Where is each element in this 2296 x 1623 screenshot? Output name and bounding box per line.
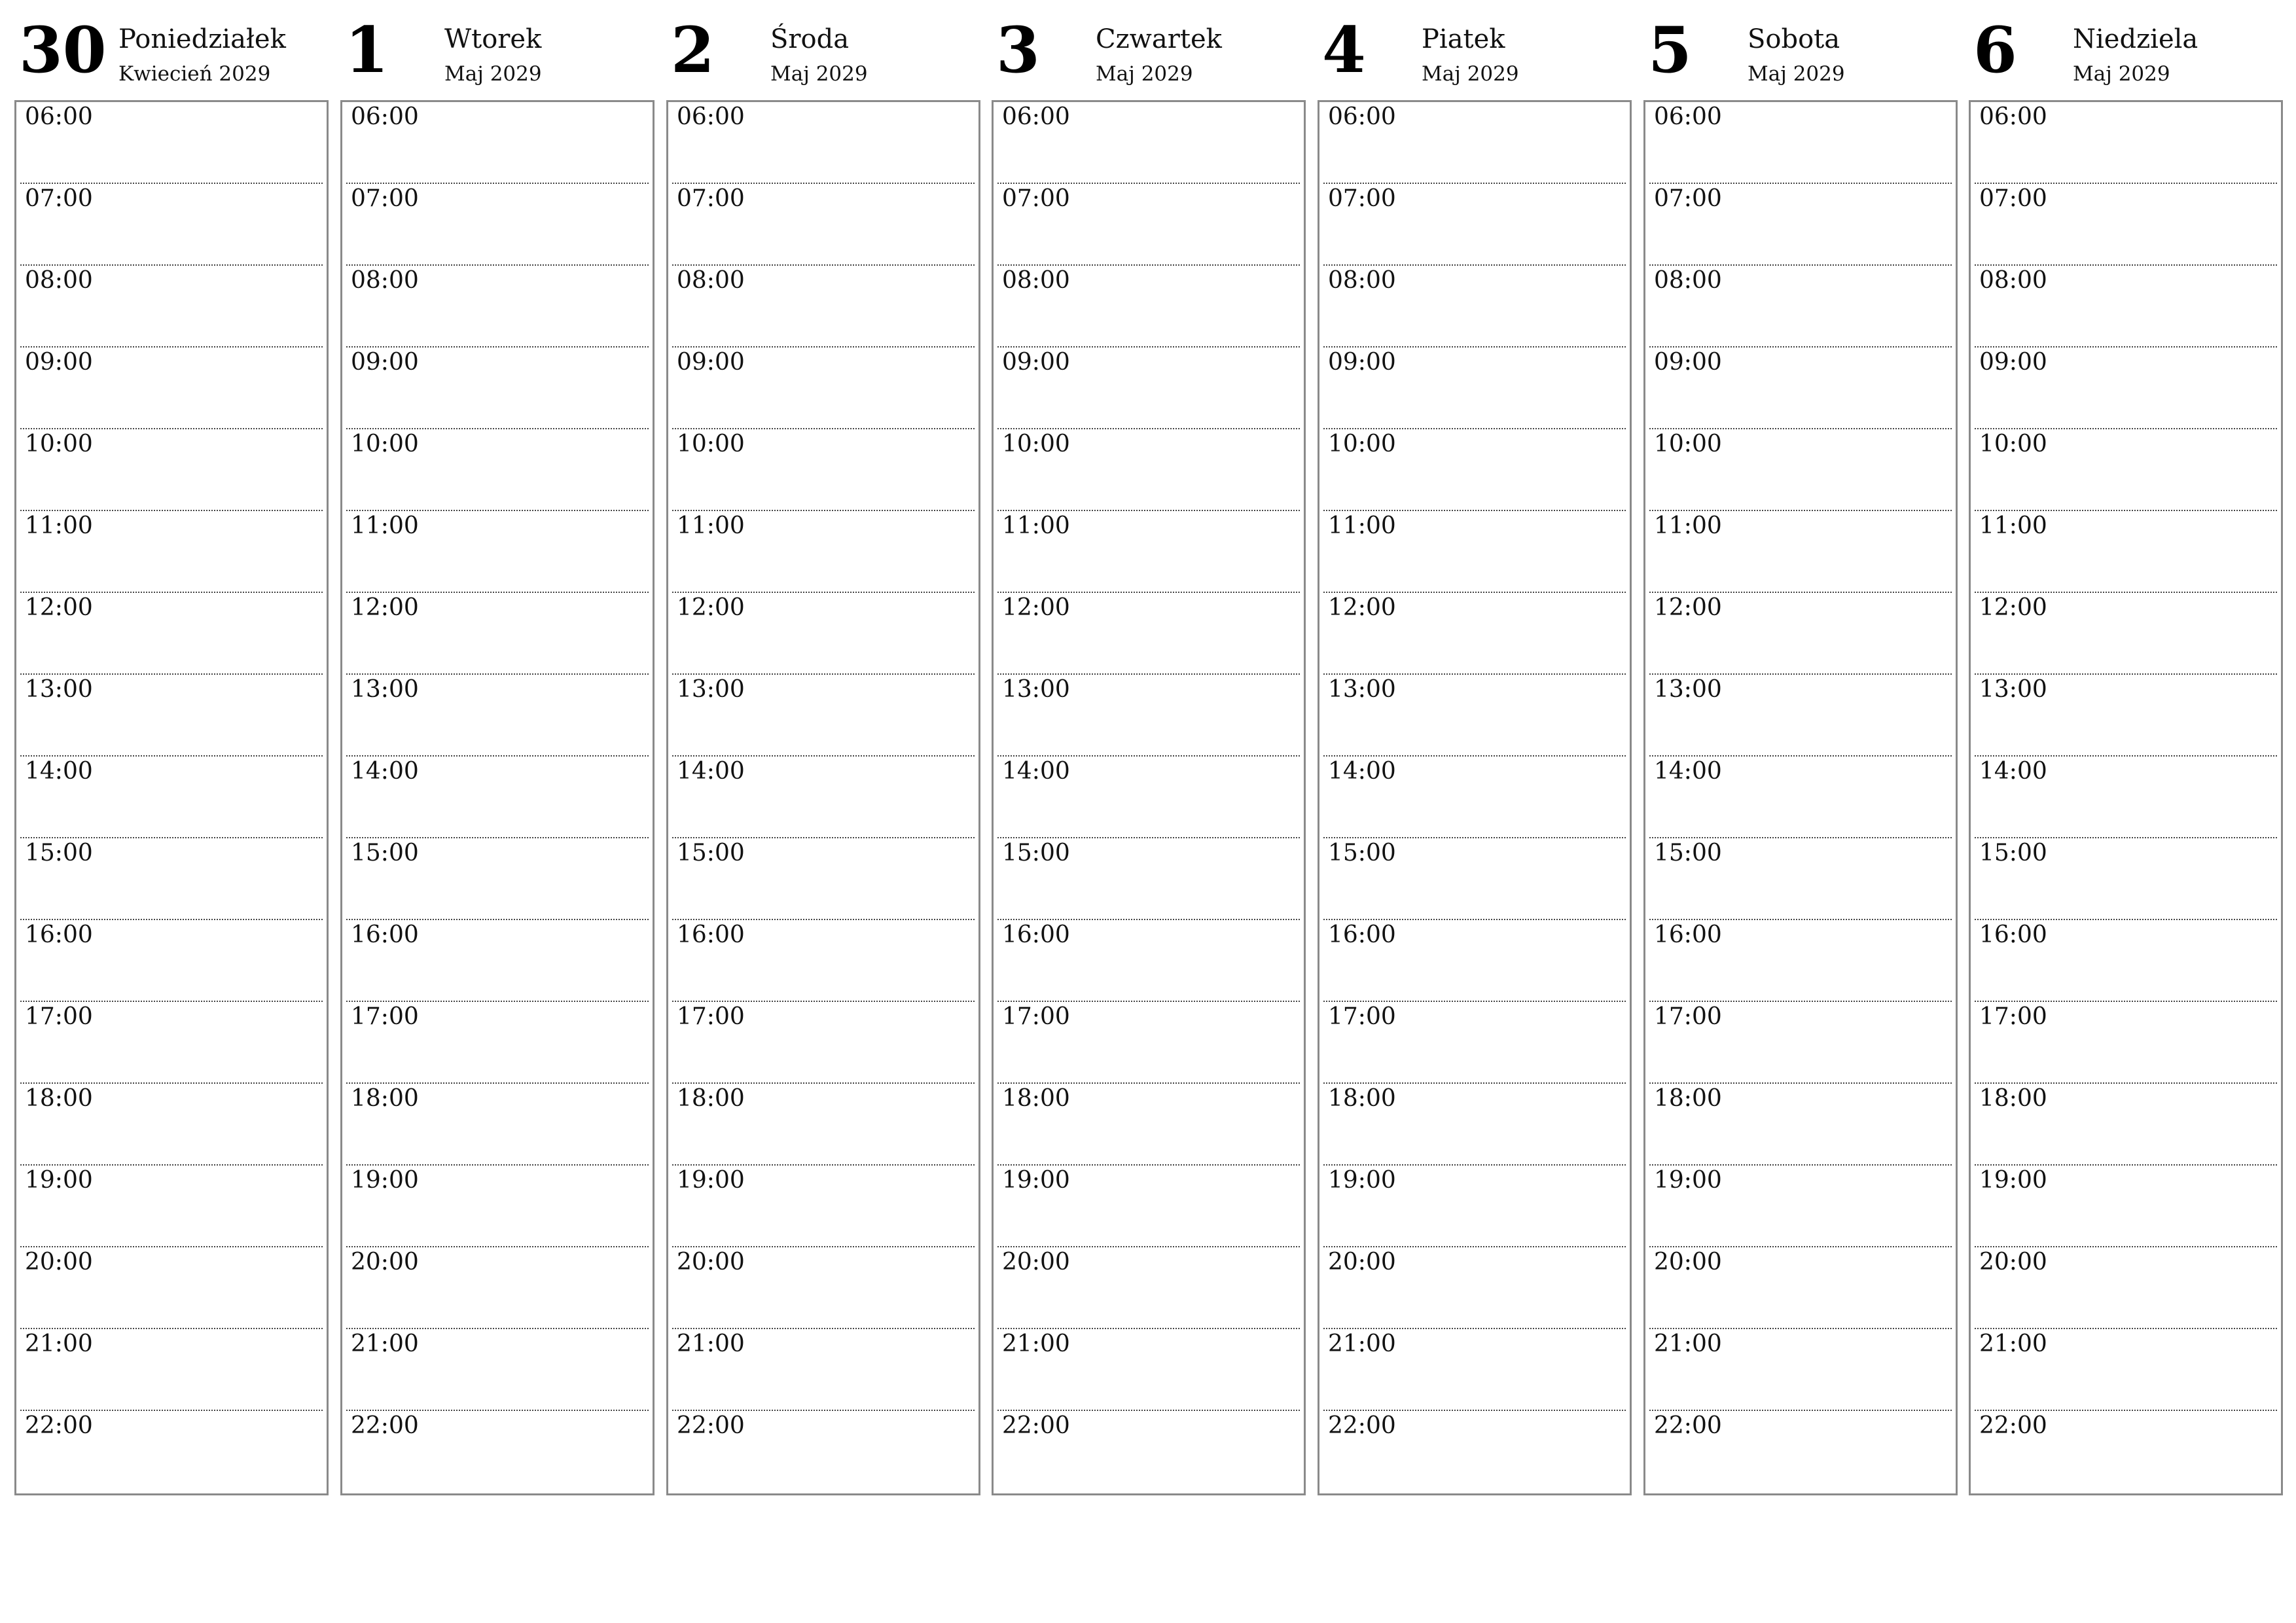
day-number: 6 xyxy=(1973,13,2017,87)
day-column xyxy=(666,0,979,1495)
day-number: 1 xyxy=(345,13,389,87)
hour-slot[interactable] xyxy=(1971,511,2281,593)
hour-label: 20:00 xyxy=(25,1249,93,1275)
hour-slot[interactable] xyxy=(1319,675,1630,757)
hour-label: 11:00 xyxy=(1979,512,2047,539)
hour-label: 16:00 xyxy=(1002,921,1070,948)
hour-label: 19:00 xyxy=(1328,1167,1396,1194)
day-month: Maj 2029 xyxy=(770,62,868,86)
hour-label: 19:00 xyxy=(1979,1167,2047,1194)
hour-label: 09:00 xyxy=(1979,349,2047,376)
hour-label: 13:00 xyxy=(1979,676,2047,703)
day-month: Kwiecień 2029 xyxy=(118,62,271,86)
hour-label: 22:00 xyxy=(351,1412,419,1439)
hour-slot[interactable] xyxy=(1319,511,1630,593)
hour-label: 17:00 xyxy=(1002,1003,1070,1030)
hour-slot[interactable] xyxy=(668,184,978,266)
day-name: Poniedziałek xyxy=(118,24,286,54)
hour-label: 10:00 xyxy=(1002,431,1070,457)
hour-slot[interactable] xyxy=(342,920,653,1002)
hour-slot[interactable] xyxy=(1319,838,1630,920)
hour-label: 12:00 xyxy=(1002,594,1070,621)
hour-label: 18:00 xyxy=(677,1085,745,1112)
hour-slot[interactable] xyxy=(16,1002,327,1084)
hour-slot[interactable] xyxy=(668,1247,978,1329)
hour-slot[interactable] xyxy=(1645,593,1956,675)
hour-label: 08:00 xyxy=(1328,267,1396,294)
day-schedule-box xyxy=(1643,100,1958,1495)
hour-slot[interactable] xyxy=(16,757,327,838)
hour-slot[interactable] xyxy=(668,1329,978,1411)
hour-label: 06:00 xyxy=(25,103,93,130)
hour-slot[interactable] xyxy=(16,1084,327,1166)
hour-label: 15:00 xyxy=(25,840,93,866)
hour-label: 14:00 xyxy=(677,758,745,785)
hour-label: 10:00 xyxy=(351,431,419,457)
hour-label: 18:00 xyxy=(1002,1085,1070,1112)
hour-label: 11:00 xyxy=(351,512,419,539)
hour-slot[interactable] xyxy=(1971,1166,2281,1247)
hour-slot[interactable] xyxy=(668,1002,978,1084)
day-name: Piatek xyxy=(1422,24,1505,54)
hour-label: 10:00 xyxy=(1654,431,1722,457)
hour-label: 21:00 xyxy=(1654,1330,1722,1357)
hour-slot[interactable] xyxy=(342,102,653,184)
hour-label: 16:00 xyxy=(677,921,745,948)
hour-slot[interactable] xyxy=(994,920,1304,1002)
hour-label: 09:00 xyxy=(25,349,93,376)
hour-slot[interactable] xyxy=(668,1166,978,1247)
hour-slot[interactable] xyxy=(1971,348,2281,429)
hour-slot[interactable] xyxy=(668,593,978,675)
hour-label: 17:00 xyxy=(1654,1003,1722,1030)
hour-slot[interactable] xyxy=(342,511,653,593)
hour-label: 20:00 xyxy=(677,1249,745,1275)
hour-slot[interactable] xyxy=(1319,1084,1630,1166)
hour-slot[interactable] xyxy=(16,675,327,757)
hour-slot[interactable] xyxy=(668,511,978,593)
hour-slot[interactable] xyxy=(1645,1002,1956,1084)
hour-label: 12:00 xyxy=(1979,594,2047,621)
hour-label: 14:00 xyxy=(1328,758,1396,785)
hour-slot[interactable] xyxy=(668,675,978,757)
hour-slot[interactable] xyxy=(994,1166,1304,1247)
hour-slot[interactable] xyxy=(994,266,1304,348)
hour-label: 08:00 xyxy=(677,267,745,294)
day-month: Maj 2029 xyxy=(1422,62,1519,86)
hour-slot[interactable] xyxy=(1645,1084,1956,1166)
day-number: 3 xyxy=(996,13,1040,87)
hour-slot[interactable] xyxy=(1645,511,1956,593)
hour-label: 13:00 xyxy=(25,676,93,703)
hour-slot[interactable] xyxy=(1971,266,2281,348)
hour-label: 06:00 xyxy=(677,103,745,130)
hour-slot[interactable] xyxy=(342,1329,653,1411)
day-header xyxy=(1643,0,1956,100)
day-name: Wtorek xyxy=(444,24,542,54)
hour-label: 21:00 xyxy=(1979,1330,2047,1357)
hour-label: 11:00 xyxy=(1654,512,1722,539)
hour-slot[interactable] xyxy=(16,593,327,675)
day-name: Czwartek xyxy=(1096,24,1222,54)
hour-slot[interactable] xyxy=(16,1411,327,1493)
hour-slot[interactable] xyxy=(16,511,327,593)
hour-label: 13:00 xyxy=(351,676,419,703)
hour-slot[interactable] xyxy=(342,675,653,757)
hour-slot[interactable] xyxy=(994,348,1304,429)
hour-label: 15:00 xyxy=(1328,840,1396,866)
hour-slot[interactable] xyxy=(994,675,1304,757)
hour-slot[interactable] xyxy=(1971,1247,2281,1329)
hour-label: 06:00 xyxy=(1979,103,2047,130)
hour-slot[interactable] xyxy=(342,184,653,266)
hour-slot[interactable] xyxy=(1319,1166,1630,1247)
hour-slot[interactable] xyxy=(994,102,1304,184)
hour-label: 16:00 xyxy=(351,921,419,948)
hour-slot[interactable] xyxy=(994,184,1304,266)
day-name: Sobota xyxy=(1748,24,1840,54)
hour-slot[interactable] xyxy=(1971,1002,2281,1084)
hour-label: 10:00 xyxy=(25,431,93,457)
hour-label: 07:00 xyxy=(351,185,419,212)
hour-slot[interactable] xyxy=(1319,920,1630,1002)
hour-label: 08:00 xyxy=(351,267,419,294)
hour-label: 14:00 xyxy=(1979,758,2047,785)
day-schedule-box xyxy=(666,100,980,1495)
day-month: Maj 2029 xyxy=(1748,62,1845,86)
hour-label: 16:00 xyxy=(1654,921,1722,948)
hour-label: 20:00 xyxy=(1002,1249,1070,1275)
hour-label: 17:00 xyxy=(677,1003,745,1030)
hour-label: 07:00 xyxy=(1654,185,1722,212)
hour-label: 10:00 xyxy=(677,431,745,457)
hour-slot[interactable] xyxy=(16,838,327,920)
hour-label: 11:00 xyxy=(25,512,93,539)
day-schedule-box xyxy=(340,100,655,1495)
hour-label: 20:00 xyxy=(1328,1249,1396,1275)
hour-slot[interactable] xyxy=(1319,184,1630,266)
hour-slot[interactable] xyxy=(994,757,1304,838)
hour-label: 19:00 xyxy=(677,1167,745,1194)
hour-label: 15:00 xyxy=(677,840,745,866)
day-schedule-box xyxy=(1969,100,2283,1495)
hour-slot[interactable] xyxy=(1971,757,2281,838)
hour-label: 14:00 xyxy=(351,758,419,785)
hour-slot[interactable] xyxy=(1971,920,2281,1002)
hour-slot[interactable] xyxy=(1971,1084,2281,1166)
day-column xyxy=(992,0,1304,1495)
day-month: Maj 2029 xyxy=(2073,62,2170,86)
hour-label: 08:00 xyxy=(1979,267,2047,294)
day-header xyxy=(340,0,653,100)
hour-label: 11:00 xyxy=(1002,512,1070,539)
hour-slot[interactable] xyxy=(342,757,653,838)
hour-label: 12:00 xyxy=(1654,594,1722,621)
hour-slot[interactable] xyxy=(668,102,978,184)
hour-label: 21:00 xyxy=(677,1330,745,1357)
hour-label: 08:00 xyxy=(1654,267,1722,294)
hour-label: 13:00 xyxy=(1328,676,1396,703)
day-column xyxy=(1969,0,2282,1495)
hour-label: 18:00 xyxy=(351,1085,419,1112)
hour-slot[interactable] xyxy=(1645,920,1956,1002)
hour-label: 06:00 xyxy=(1328,103,1396,130)
hour-slot[interactable] xyxy=(1971,429,2281,511)
day-number: 4 xyxy=(1322,13,1366,87)
hour-slot[interactable] xyxy=(342,429,653,511)
hour-label: 17:00 xyxy=(351,1003,419,1030)
hour-slot[interactable] xyxy=(16,348,327,429)
hour-slot[interactable] xyxy=(1319,757,1630,838)
hour-label: 10:00 xyxy=(1328,431,1396,457)
hour-label: 12:00 xyxy=(677,594,745,621)
day-month: Maj 2029 xyxy=(444,62,542,86)
hour-label: 21:00 xyxy=(351,1330,419,1357)
hour-slot[interactable] xyxy=(668,838,978,920)
day-number: 5 xyxy=(1648,13,1692,87)
hour-slot[interactable] xyxy=(1645,1411,1956,1493)
hour-label: 06:00 xyxy=(1002,103,1070,130)
hour-label: 13:00 xyxy=(1654,676,1722,703)
day-name: Środa xyxy=(770,24,850,54)
hour-slot[interactable] xyxy=(16,920,327,1002)
hour-slot[interactable] xyxy=(16,184,327,266)
hour-label: 18:00 xyxy=(1328,1085,1396,1112)
hour-slot[interactable] xyxy=(342,593,653,675)
hour-label: 07:00 xyxy=(1328,185,1396,212)
hour-slot[interactable] xyxy=(994,429,1304,511)
hour-slot[interactable] xyxy=(1971,1411,2281,1493)
hour-label: 10:00 xyxy=(1979,431,2047,457)
hour-label: 21:00 xyxy=(25,1330,93,1357)
day-column xyxy=(340,0,653,1495)
hour-slot[interactable] xyxy=(16,102,327,184)
hour-slot[interactable] xyxy=(342,1166,653,1247)
hour-slot[interactable] xyxy=(1645,1247,1956,1329)
hour-label: 18:00 xyxy=(1654,1085,1722,1112)
hour-label: 15:00 xyxy=(1654,840,1722,866)
hour-slot[interactable] xyxy=(16,1329,327,1411)
hour-label: 17:00 xyxy=(1979,1003,2047,1030)
hour-slot[interactable] xyxy=(994,1084,1304,1166)
hour-slot[interactable] xyxy=(668,266,978,348)
hour-slot[interactable] xyxy=(342,1002,653,1084)
hour-label: 22:00 xyxy=(1002,1412,1070,1439)
hour-slot[interactable] xyxy=(1645,348,1956,429)
hour-label: 20:00 xyxy=(351,1249,419,1275)
hour-slot[interactable] xyxy=(1319,429,1630,511)
hour-label: 15:00 xyxy=(351,840,419,866)
hour-label: 13:00 xyxy=(677,676,745,703)
day-header xyxy=(14,0,327,100)
hour-label: 19:00 xyxy=(25,1167,93,1194)
hour-slot[interactable] xyxy=(668,1084,978,1166)
hour-label: 09:00 xyxy=(1328,349,1396,376)
hour-slot[interactable] xyxy=(1971,675,2281,757)
hour-slot[interactable] xyxy=(668,348,978,429)
hour-slot[interactable] xyxy=(668,1411,978,1493)
hour-label: 12:00 xyxy=(25,594,93,621)
hour-label: 11:00 xyxy=(677,512,745,539)
hour-label: 19:00 xyxy=(351,1167,419,1194)
hour-slot[interactable] xyxy=(1645,675,1956,757)
hour-label: 20:00 xyxy=(1654,1249,1722,1275)
hour-slot[interactable] xyxy=(994,1329,1304,1411)
hour-label: 13:00 xyxy=(1002,676,1070,703)
hour-slot[interactable] xyxy=(1645,266,1956,348)
hour-slot[interactable] xyxy=(1319,266,1630,348)
hour-label: 18:00 xyxy=(1979,1085,2047,1112)
hour-slot[interactable] xyxy=(1645,429,1956,511)
day-header xyxy=(1969,0,2282,100)
hour-label: 07:00 xyxy=(1979,185,2047,212)
hour-slot[interactable] xyxy=(1971,593,2281,675)
hour-label: 07:00 xyxy=(25,185,93,212)
day-header xyxy=(992,0,1304,100)
hour-label: 16:00 xyxy=(1328,921,1396,948)
hour-slot[interactable] xyxy=(342,1411,653,1493)
hour-slot[interactable] xyxy=(342,348,653,429)
hour-slot[interactable] xyxy=(342,1247,653,1329)
hour-label: 09:00 xyxy=(1654,349,1722,376)
hour-label: 22:00 xyxy=(25,1412,93,1439)
hour-slot[interactable] xyxy=(1319,1411,1630,1493)
hour-slot[interactable] xyxy=(16,266,327,348)
day-header xyxy=(666,0,979,100)
hour-slot[interactable] xyxy=(1971,102,2281,184)
hour-label: 19:00 xyxy=(1002,1167,1070,1194)
hour-label: 21:00 xyxy=(1328,1330,1396,1357)
hour-slot[interactable] xyxy=(342,1084,653,1166)
day-number: 30 xyxy=(19,13,107,87)
day-schedule-box xyxy=(1318,100,1632,1495)
hour-label: 16:00 xyxy=(1979,921,2047,948)
hour-label: 07:00 xyxy=(677,185,745,212)
hour-label: 20:00 xyxy=(1979,1249,2047,1275)
hour-label: 17:00 xyxy=(25,1003,93,1030)
hour-label: 15:00 xyxy=(1002,840,1070,866)
hour-slot[interactable] xyxy=(1319,1247,1630,1329)
hour-label: 22:00 xyxy=(1654,1412,1722,1439)
hour-slot[interactable] xyxy=(994,838,1304,920)
hour-label: 19:00 xyxy=(1654,1167,1722,1194)
hour-label: 12:00 xyxy=(351,594,419,621)
hour-slot[interactable] xyxy=(1319,102,1630,184)
day-schedule-box xyxy=(992,100,1306,1495)
hour-label: 14:00 xyxy=(25,758,93,785)
day-column xyxy=(14,0,327,1495)
hour-slot[interactable] xyxy=(1645,838,1956,920)
hour-label: 06:00 xyxy=(351,103,419,130)
hour-label: 16:00 xyxy=(25,921,93,948)
hour-label: 22:00 xyxy=(1328,1412,1396,1439)
hour-slot[interactable] xyxy=(1645,1329,1956,1411)
hour-label: 21:00 xyxy=(1002,1330,1070,1357)
hour-label: 22:00 xyxy=(677,1412,745,1439)
hour-slot[interactable] xyxy=(668,429,978,511)
hour-label: 22:00 xyxy=(1979,1412,2047,1439)
hour-slot[interactable] xyxy=(994,1002,1304,1084)
hour-label: 14:00 xyxy=(1002,758,1070,785)
hour-slot[interactable] xyxy=(1645,184,1956,266)
hour-slot[interactable] xyxy=(1645,757,1956,838)
hour-slot[interactable] xyxy=(1971,1329,2281,1411)
hour-slot[interactable] xyxy=(1319,348,1630,429)
hour-label: 08:00 xyxy=(1002,267,1070,294)
day-column xyxy=(1318,0,1630,1495)
hour-label: 12:00 xyxy=(1328,594,1396,621)
hour-label: 15:00 xyxy=(1979,840,2047,866)
hour-slot[interactable] xyxy=(16,429,327,511)
hour-label: 08:00 xyxy=(25,267,93,294)
hour-slot[interactable] xyxy=(1319,593,1630,675)
hour-slot[interactable] xyxy=(1645,102,1956,184)
hour-label: 07:00 xyxy=(1002,185,1070,212)
day-month: Maj 2029 xyxy=(1096,62,1193,86)
hour-slot[interactable] xyxy=(994,1411,1304,1493)
day-number: 2 xyxy=(671,13,715,87)
hour-slot[interactable] xyxy=(16,1247,327,1329)
hour-slot[interactable] xyxy=(342,838,653,920)
day-schedule-box xyxy=(14,100,329,1495)
hour-slot[interactable] xyxy=(994,593,1304,675)
hour-slot[interactable] xyxy=(1645,1166,1956,1247)
hour-label: 09:00 xyxy=(677,349,745,376)
hour-slot[interactable] xyxy=(342,266,653,348)
hour-label: 06:00 xyxy=(1654,103,1722,130)
day-column xyxy=(1643,0,1956,1495)
hour-slot[interactable] xyxy=(1971,184,2281,266)
hour-label: 11:00 xyxy=(1328,512,1396,539)
hour-slot[interactable] xyxy=(668,920,978,1002)
hour-slot[interactable] xyxy=(1971,838,2281,920)
hour-slot[interactable] xyxy=(1319,1002,1630,1084)
hour-label: 18:00 xyxy=(25,1085,93,1112)
hour-slot[interactable] xyxy=(994,1247,1304,1329)
hour-slot[interactable] xyxy=(668,757,978,838)
hour-label: 14:00 xyxy=(1654,758,1722,785)
hour-slot[interactable] xyxy=(994,511,1304,593)
hour-slot[interactable] xyxy=(16,1166,327,1247)
hour-label: 17:00 xyxy=(1328,1003,1396,1030)
day-name: Niedziela xyxy=(2073,24,2198,54)
day-header xyxy=(1318,0,1630,100)
hour-label: 09:00 xyxy=(351,349,419,376)
hour-label: 09:00 xyxy=(1002,349,1070,376)
hour-slot[interactable] xyxy=(1319,1329,1630,1411)
